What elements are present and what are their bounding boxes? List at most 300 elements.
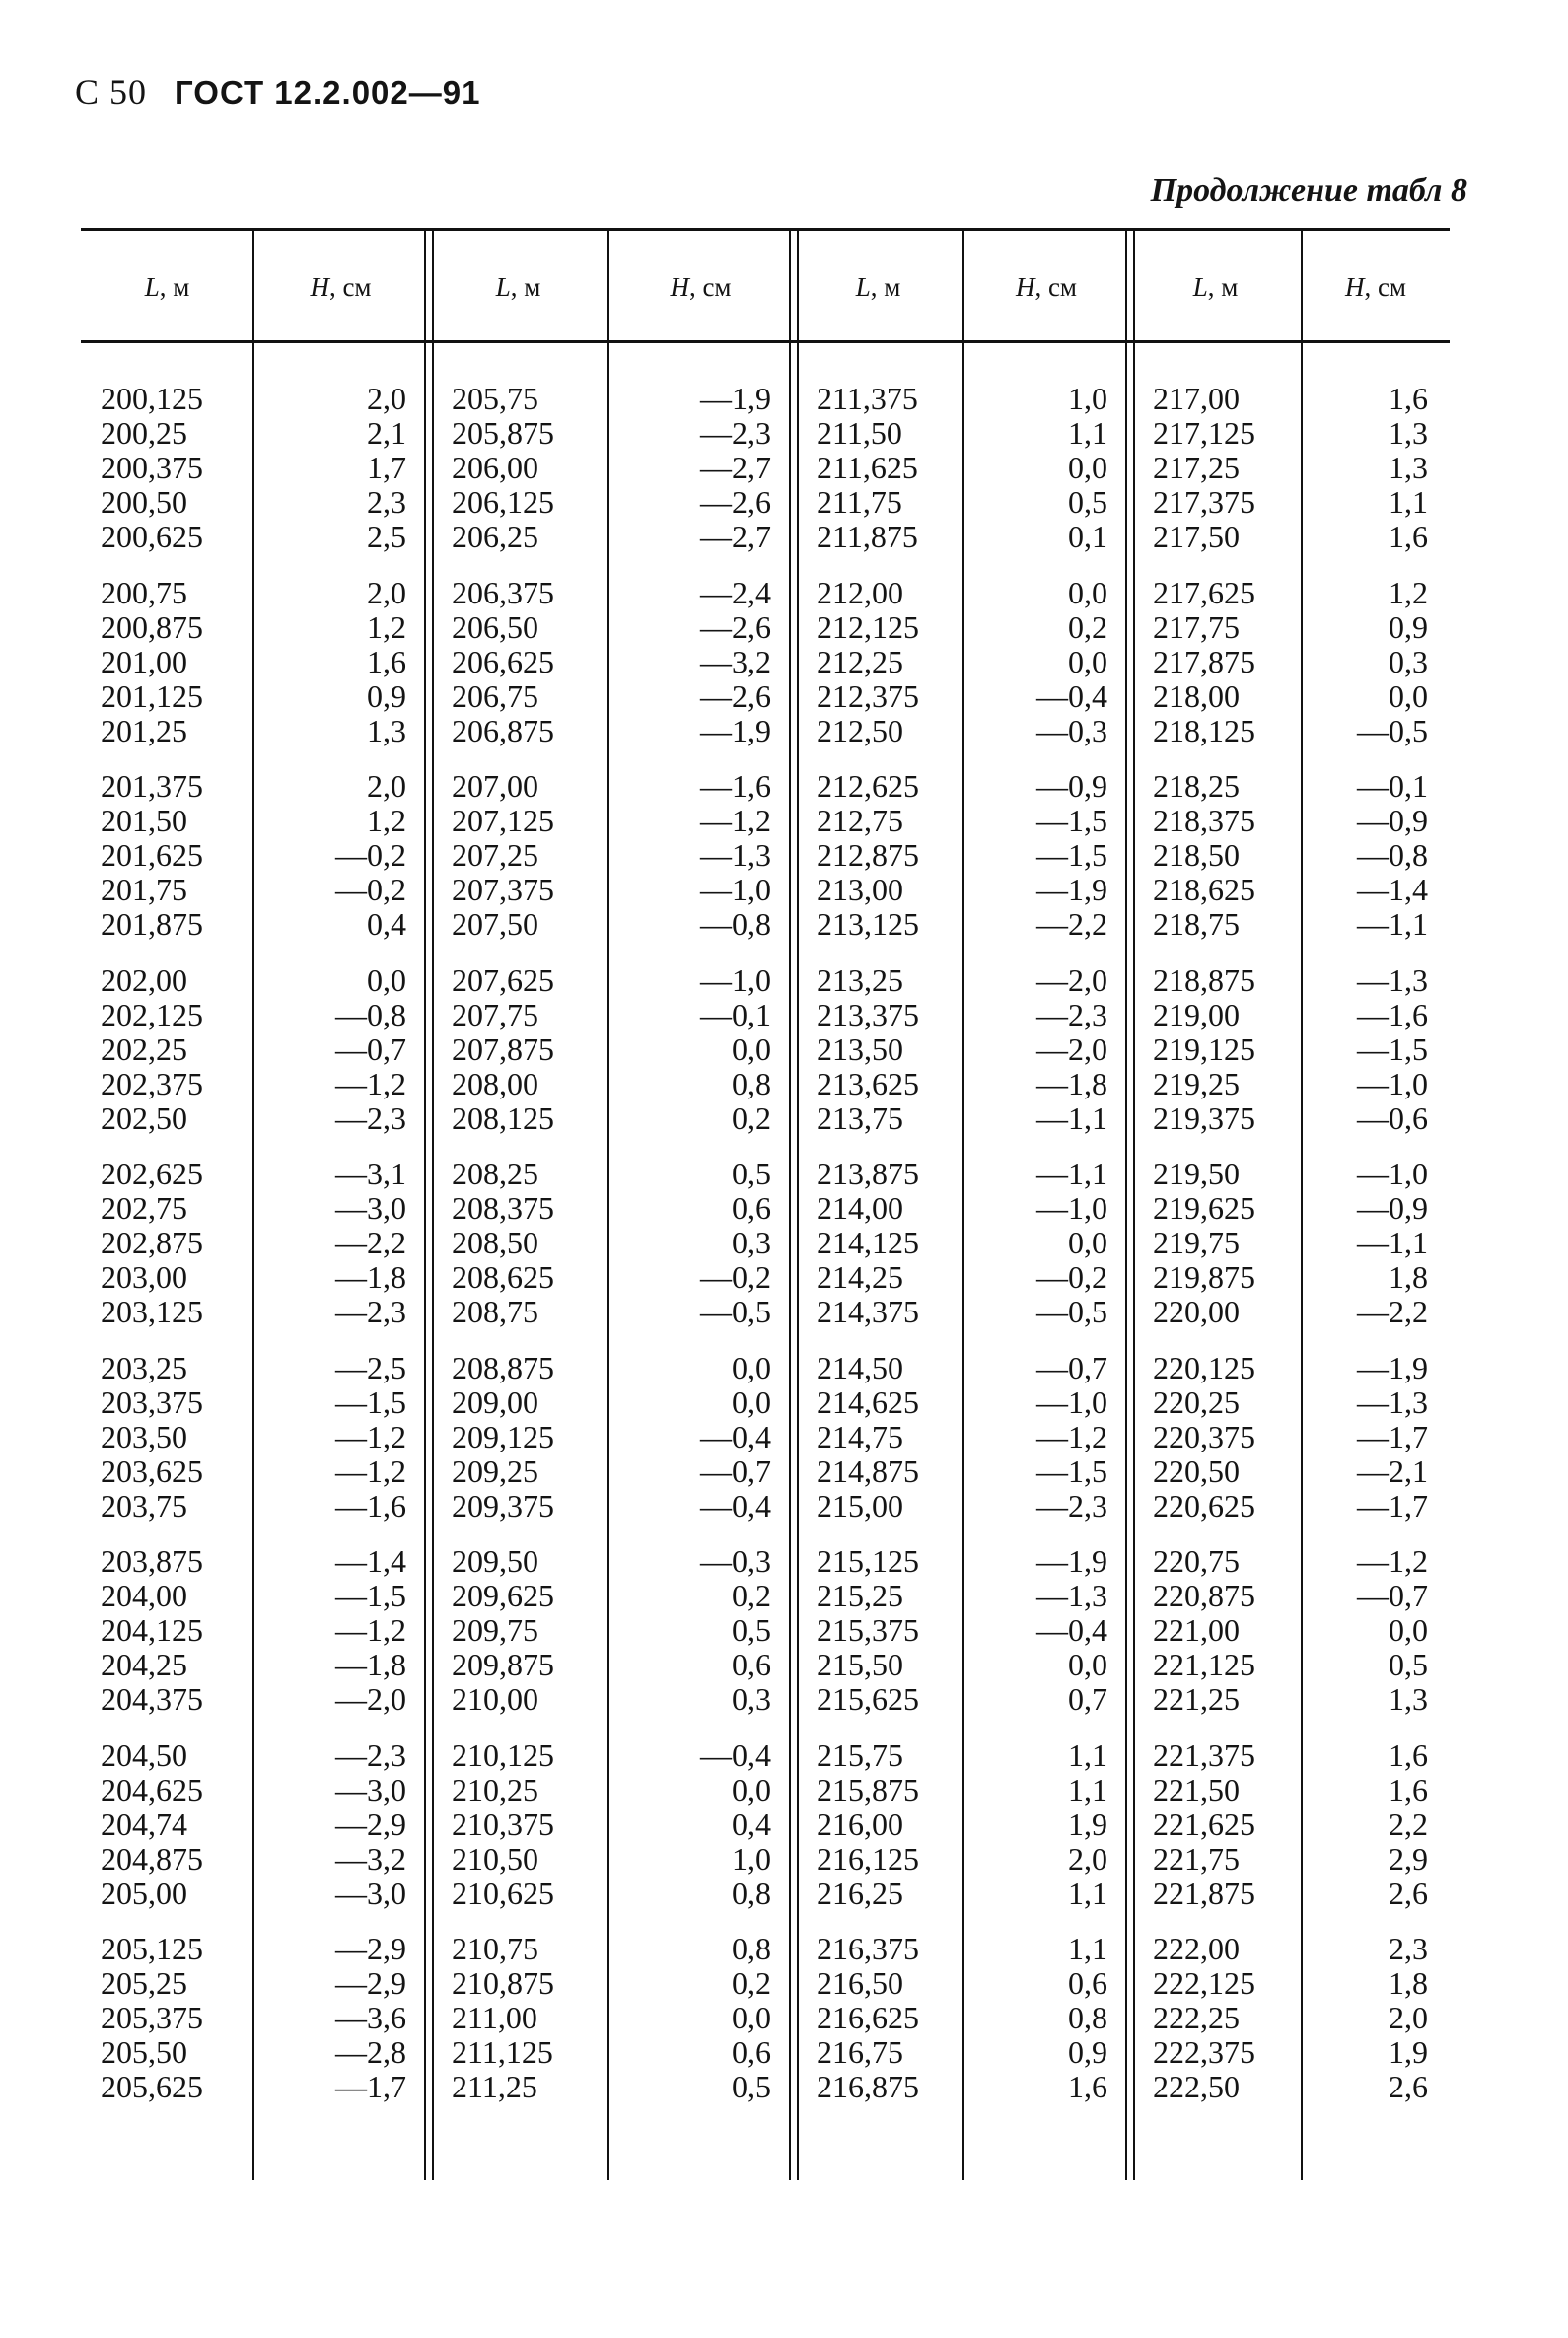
cell-height: 2,5 [367,519,406,554]
cell-height: 0,5 [1068,484,1107,520]
cell-height: —1,9 [1036,1543,1107,1579]
cell-height: 1,1 [1068,1875,1107,1911]
cell-height: 0,2 [732,1578,771,1613]
column-unit: , м [159,272,190,302]
cell-height: —1,5 [1036,1452,1107,1489]
cell-length: 221,125 [1153,1647,1255,1682]
cell-height: —0,9 [1357,1190,1428,1226]
cell-length: 214,25 [817,1259,903,1295]
cell-length: 204,375 [101,1681,203,1717]
cell-length: 221,375 [1153,1736,1255,1773]
cell-length: 206,125 [452,484,554,520]
cell-height: 0,4 [367,906,406,942]
cell-height: —1,0 [700,961,771,998]
cell-height: —2,0 [1036,961,1107,998]
cell-length: 209,50 [452,1543,538,1579]
cell-length: 216,875 [817,2069,919,2104]
cell-length: 201,25 [101,712,187,748]
cell-length: 210,75 [452,1931,538,1966]
column-symbol: L [144,272,160,302]
cell-length: 222,25 [1153,2000,1240,2035]
cell-length: 220,50 [1153,1452,1240,1489]
column-symbol: L [495,272,511,302]
cell-length: 208,75 [452,1294,538,1329]
cell-length: 201,00 [101,643,187,679]
cell-length: 213,875 [817,1156,919,1191]
cell-height: 0,0 [732,1771,771,1807]
cell-length: 212,25 [817,643,903,679]
cell-height: 1,9 [1389,2034,1428,2070]
cell-height: 0,0 [732,1030,771,1067]
cell-height: —2,2 [335,1225,406,1260]
cell-length: 216,375 [817,1931,919,1966]
cell-length: 202,125 [101,996,203,1032]
cell-height: —0,1 [1357,768,1428,804]
cell-height: 0,7 [1068,1681,1107,1717]
cell-height: —2,4 [700,574,771,610]
cell-height: 1,2 [367,803,406,838]
cell-length: 222,50 [1153,2069,1240,2104]
cell-length: 201,375 [101,768,203,804]
cell-length: 212,125 [817,608,919,645]
cell-length: 221,75 [1153,1840,1240,1877]
cell-length: 216,25 [817,1875,903,1911]
cell-height: 2,0 [367,768,406,804]
cell-height: —0,8 [700,906,771,942]
cell-height: —1,0 [1357,1065,1428,1101]
cell-height: —1,5 [1036,837,1107,873]
cell-height: —1,1 [1036,1099,1107,1136]
cell-length: 209,125 [452,1418,554,1454]
cell-length: 207,25 [452,837,538,873]
cell-height: —0,9 [1357,803,1428,838]
cell-length: 205,75 [452,381,538,416]
cell-length: 204,875 [101,1840,203,1877]
cell-height: —2,6 [700,484,771,520]
cell-height: —2,3 [335,1294,406,1329]
cell-height: —2,0 [1036,1030,1107,1067]
cell-length: 203,00 [101,1259,187,1295]
cell-height: 0,0 [367,961,406,998]
cell-length: 221,625 [1153,1806,1255,1842]
cell-height: 0,0 [732,1383,771,1420]
cell-length: 219,375 [1153,1099,1255,1136]
cell-length: 215,625 [817,1681,919,1717]
cell-length: 201,75 [101,872,187,907]
cell-length: 214,75 [817,1418,903,1454]
cell-length: 218,625 [1153,872,1255,907]
cell-length: 205,875 [452,415,554,451]
cell-length: 203,125 [101,1294,203,1329]
cell-height: —1,2 [335,1418,406,1454]
column-unit: , м [1207,272,1239,302]
cell-height: 1,3 [1389,1681,1428,1717]
cell-height: 1,1 [1068,1736,1107,1773]
cell-length: 217,375 [1153,484,1255,520]
cell-length: 205,625 [101,2069,203,2104]
cell-length: 218,125 [1153,712,1255,748]
cell-length: 217,50 [1153,519,1240,554]
column-rule [607,228,609,2180]
cell-height: —2,3 [1036,1487,1107,1523]
cell-height: —3,0 [335,1771,406,1807]
cell-height: —2,2 [1357,1294,1428,1329]
cell-length: 211,00 [452,2000,537,2035]
cell-height: —3,1 [335,1156,406,1191]
cell-height: —1,9 [700,381,771,416]
column-unit: , см [1034,272,1078,302]
column-header [963,272,1129,303]
cell-height: —1,3 [1357,961,1428,998]
cell-length: 212,75 [817,803,903,838]
cell-length: 203,875 [101,1543,203,1579]
cell-length: 222,00 [1153,1931,1240,1966]
cell-length: 216,00 [817,1806,903,1842]
cell-length: 213,25 [817,961,903,998]
cell-length: 202,375 [101,1065,203,1101]
cell-length: 200,375 [101,450,203,485]
cell-height: 2,1 [367,415,406,451]
cell-length: 201,50 [101,803,187,838]
cell-height: 0,5 [732,1612,771,1648]
cell-length: 212,625 [817,768,919,804]
cell-height: —1,0 [1357,1156,1428,1191]
cell-length: 216,75 [817,2034,903,2070]
cell-length: 205,125 [101,1931,203,1966]
cell-height: 0,4 [732,1806,771,1842]
cell-length: 208,00 [452,1065,538,1101]
cell-height: 0,8 [732,1875,771,1911]
cell-height: 1,0 [1068,381,1107,416]
cell-length: 200,625 [101,519,203,554]
cell-length: 200,50 [101,484,187,520]
column-double-rule [789,228,799,2180]
cell-height: —1,4 [335,1543,406,1579]
cell-height: —1,8 [335,1259,406,1295]
standard-number: ГОСТ 12.2.002—91 [175,74,481,110]
cell-length: 202,875 [101,1225,203,1260]
cell-height: —1,4 [1357,872,1428,907]
column-double-rule [1125,228,1135,2180]
cell-height: —1,2 [1357,1543,1428,1579]
cell-height: —1,6 [335,1487,406,1523]
cell-length: 218,00 [1153,677,1240,714]
cell-length: 204,50 [101,1736,187,1773]
cell-length: 209,375 [452,1487,554,1523]
cell-height: —2,3 [700,415,771,451]
cell-height: —0,3 [1036,712,1107,748]
cell-length: 213,50 [817,1030,903,1067]
cell-height: 1,6 [1389,519,1428,554]
table-top-rule [81,228,1450,231]
cell-length: 210,125 [452,1736,554,1773]
cell-length: 220,00 [1153,1294,1240,1329]
cell-height: 1,2 [1389,574,1428,610]
cell-height: 0,0 [1068,450,1107,485]
header-bottom-rule [81,340,1450,343]
cell-length: 217,125 [1153,415,1255,451]
cell-height: —2,8 [335,2034,406,2070]
cell-height: —0,4 [700,1487,771,1523]
cell-length: 222,125 [1153,1965,1255,2001]
cell-length: 206,25 [452,519,538,554]
cell-length: 210,875 [452,1965,554,2001]
cell-height: —2,9 [335,1965,406,2001]
cell-length: 215,375 [817,1612,919,1648]
column-header [608,272,793,303]
cell-height: —1,5 [1357,1030,1428,1067]
table-caption: Продолжение табл 8 [1150,173,1467,209]
cell-height: —1,2 [1036,1418,1107,1454]
cell-length: 202,75 [101,1190,187,1226]
cell-height: 1,3 [1389,415,1428,451]
cell-length: 215,25 [817,1578,903,1613]
cell-length: 201,875 [101,906,203,942]
data-table [81,228,1450,2180]
cell-length: 207,875 [452,1030,554,1067]
cell-length: 205,50 [101,2034,187,2070]
cell-height: 0,0 [1068,1225,1107,1260]
cell-height: 0,2 [732,1965,771,2001]
cell-length: 216,50 [817,1965,903,2001]
cell-length: 204,125 [101,1612,203,1648]
cell-height: —2,3 [335,1099,406,1136]
cell-length: 208,25 [452,1156,538,1191]
column-rule [252,228,254,2180]
cell-length: 213,625 [817,1065,919,1101]
cell-height: —3,0 [335,1875,406,1911]
cell-height: —0,7 [335,1030,406,1067]
cell-height: —2,2 [1036,906,1107,942]
cell-length: 205,375 [101,2000,203,2035]
cell-height: 1,3 [367,712,406,748]
cell-length: 211,625 [817,450,918,485]
cell-height: —1,9 [1036,872,1107,907]
cell-length: 206,50 [452,608,538,645]
cell-height: —2,3 [335,1736,406,1773]
cell-height: —1,5 [1036,803,1107,838]
column-header [793,272,963,303]
cell-height: —0,5 [1357,712,1428,748]
cell-length: 212,50 [817,712,903,748]
cell-length: 204,74 [101,1806,187,1842]
column-unit: , см [688,272,732,302]
cell-length: 220,25 [1153,1383,1240,1420]
column-symbol: H [1015,272,1035,302]
cell-length: 208,375 [452,1190,554,1226]
cell-height: —0,7 [700,1452,771,1489]
cell-length: 208,875 [452,1349,554,1385]
column-symbol: H [310,272,329,302]
cell-height: —0,5 [700,1294,771,1329]
cell-height: 1,8 [1389,1965,1428,2001]
cell-length: 206,875 [452,712,554,748]
cell-height: —1,9 [1357,1349,1428,1385]
cell-length: 203,25 [101,1349,187,1385]
cell-height: 2,2 [1389,1806,1428,1842]
cell-length: 200,25 [101,415,187,451]
cell-length: 212,00 [817,574,903,610]
cell-length: 217,875 [1153,643,1255,679]
cell-height: 0,0 [1389,677,1428,714]
cell-height: 0,1 [1068,519,1107,554]
cell-height: —1,6 [700,768,771,804]
cell-length: 200,125 [101,381,203,416]
cell-length: 207,75 [452,996,538,1032]
cell-length: 206,00 [452,450,538,485]
cell-height: 0,5 [1389,1647,1428,1682]
column-symbol: L [1192,272,1208,302]
cell-height: —1,5 [335,1578,406,1613]
cell-length: 201,125 [101,677,203,714]
cell-length: 215,00 [817,1487,903,1523]
cell-height: 0,0 [1389,1612,1428,1648]
cell-length: 217,00 [1153,381,1240,416]
cell-height: —1,7 [1357,1418,1428,1454]
cell-length: 214,125 [817,1225,919,1260]
cell-height: —0,8 [335,996,406,1032]
cell-height: 0,9 [1068,2034,1107,2070]
cell-length: 215,875 [817,1771,919,1807]
cell-height: —1,9 [700,712,771,748]
cell-height: —2,6 [700,608,771,645]
cell-height: —3,6 [335,2000,406,2035]
cell-length: 214,875 [817,1452,919,1489]
cell-height: —0,1 [700,996,771,1032]
cell-height: —2,7 [700,519,771,554]
cell-height: 0,6 [732,2034,771,2070]
cell-length: 210,375 [452,1806,554,1842]
cell-height: —0,2 [335,837,406,873]
cell-length: 202,625 [101,1156,203,1191]
cell-length: 206,625 [452,643,554,679]
cell-length: 219,00 [1153,996,1240,1032]
page-number: С 50 [75,72,148,111]
cell-length: 211,875 [817,519,918,554]
cell-height: —0,4 [1036,677,1107,714]
cell-length: 219,50 [1153,1156,1240,1191]
cell-height: 0,8 [732,1065,771,1101]
cell-height: 0,0 [1068,1647,1107,1682]
cell-length: 211,375 [817,381,918,416]
cell-length: 213,75 [817,1099,903,1136]
cell-length: 220,625 [1153,1487,1255,1523]
cell-height: 2,6 [1389,1875,1428,1911]
cell-height: 2,0 [1389,2000,1428,2035]
cell-height: 0,2 [732,1099,771,1136]
cell-height: —0,8 [1357,837,1428,873]
cell-length: 219,875 [1153,1259,1255,1295]
cell-length: 219,75 [1153,1225,1240,1260]
column-header [253,272,428,303]
column-unit: , см [1364,272,1407,302]
cell-height: 1,6 [1389,1771,1428,1807]
cell-length: 207,625 [452,961,554,998]
column-unit: , м [870,272,901,302]
cell-height: —1,2 [335,1612,406,1648]
cell-length: 211,25 [452,2069,537,2104]
cell-height: 2,6 [1389,2069,1428,2104]
cell-height: —1,7 [1357,1487,1428,1523]
cell-length: 221,25 [1153,1681,1240,1717]
cell-length: 208,50 [452,1225,538,1260]
cell-length: 206,375 [452,574,554,610]
cell-height: 0,6 [1068,1965,1107,2001]
column-header [428,272,608,303]
cell-height: 1,1 [1068,415,1107,451]
cell-height: 2,3 [1389,1931,1428,1966]
cell-height: —3,0 [335,1190,406,1226]
cell-height: —1,1 [1357,906,1428,942]
cell-height: 0,6 [732,1190,771,1226]
cell-height: —2,0 [335,1681,406,1717]
cell-length: 203,375 [101,1383,203,1420]
cell-height: —1,6 [1357,996,1428,1032]
cell-height: 0,9 [1389,608,1428,645]
cell-length: 216,625 [817,2000,919,2035]
cell-length: 207,375 [452,872,554,907]
cell-length: 218,875 [1153,961,1255,998]
cell-length: 219,25 [1153,1065,1240,1101]
cell-length: 216,125 [817,1840,919,1877]
cell-length: 210,25 [452,1771,538,1807]
cell-length: 202,50 [101,1099,187,1136]
cell-length: 210,50 [452,1840,538,1877]
column-unit: , см [328,272,372,302]
cell-length: 213,375 [817,996,919,1032]
cell-length: 206,75 [452,677,538,714]
cell-height: —2,6 [700,677,771,714]
cell-height: 1,9 [1068,1806,1107,1842]
cell-length: 211,50 [817,415,902,451]
cell-length: 220,125 [1153,1349,1255,1385]
cell-length: 202,25 [101,1030,187,1067]
cell-height: —1,1 [1357,1225,1428,1260]
column-header [1129,272,1302,303]
cell-height: —0,7 [1357,1578,1428,1613]
cell-length: 210,625 [452,1875,554,1911]
cell-height: 0,0 [732,1349,771,1385]
cell-height: —2,5 [335,1349,406,1385]
cell-length: 203,625 [101,1452,203,1489]
column-unit: , м [510,272,541,302]
cell-height: 1,6 [1068,2069,1107,2104]
column-rule [1301,228,1303,2180]
cell-height: 2,0 [367,381,406,416]
column-symbol: H [670,272,689,302]
cell-height: 0,0 [732,2000,771,2035]
cell-length: 219,625 [1153,1190,1255,1226]
cell-length: 215,125 [817,1543,919,1579]
cell-height: —0,9 [1036,768,1107,804]
cell-length: 204,625 [101,1771,203,1807]
cell-height: —1,3 [1357,1383,1428,1420]
cell-height: 2,0 [367,574,406,610]
cell-height: —0,4 [1036,1612,1107,1648]
cell-height: 1,7 [367,450,406,485]
cell-height: —0,2 [700,1259,771,1295]
cell-length: 209,75 [452,1612,538,1648]
cell-height: —0,3 [700,1543,771,1579]
cell-length: 214,00 [817,1190,903,1226]
cell-length: 221,50 [1153,1771,1240,1807]
cell-height: 0,8 [732,1931,771,1966]
page-header [75,71,480,112]
cell-length: 200,875 [101,608,203,645]
cell-length: 202,00 [101,961,187,998]
cell-length: 201,625 [101,837,203,873]
cell-height: 1,8 [1389,1259,1428,1295]
